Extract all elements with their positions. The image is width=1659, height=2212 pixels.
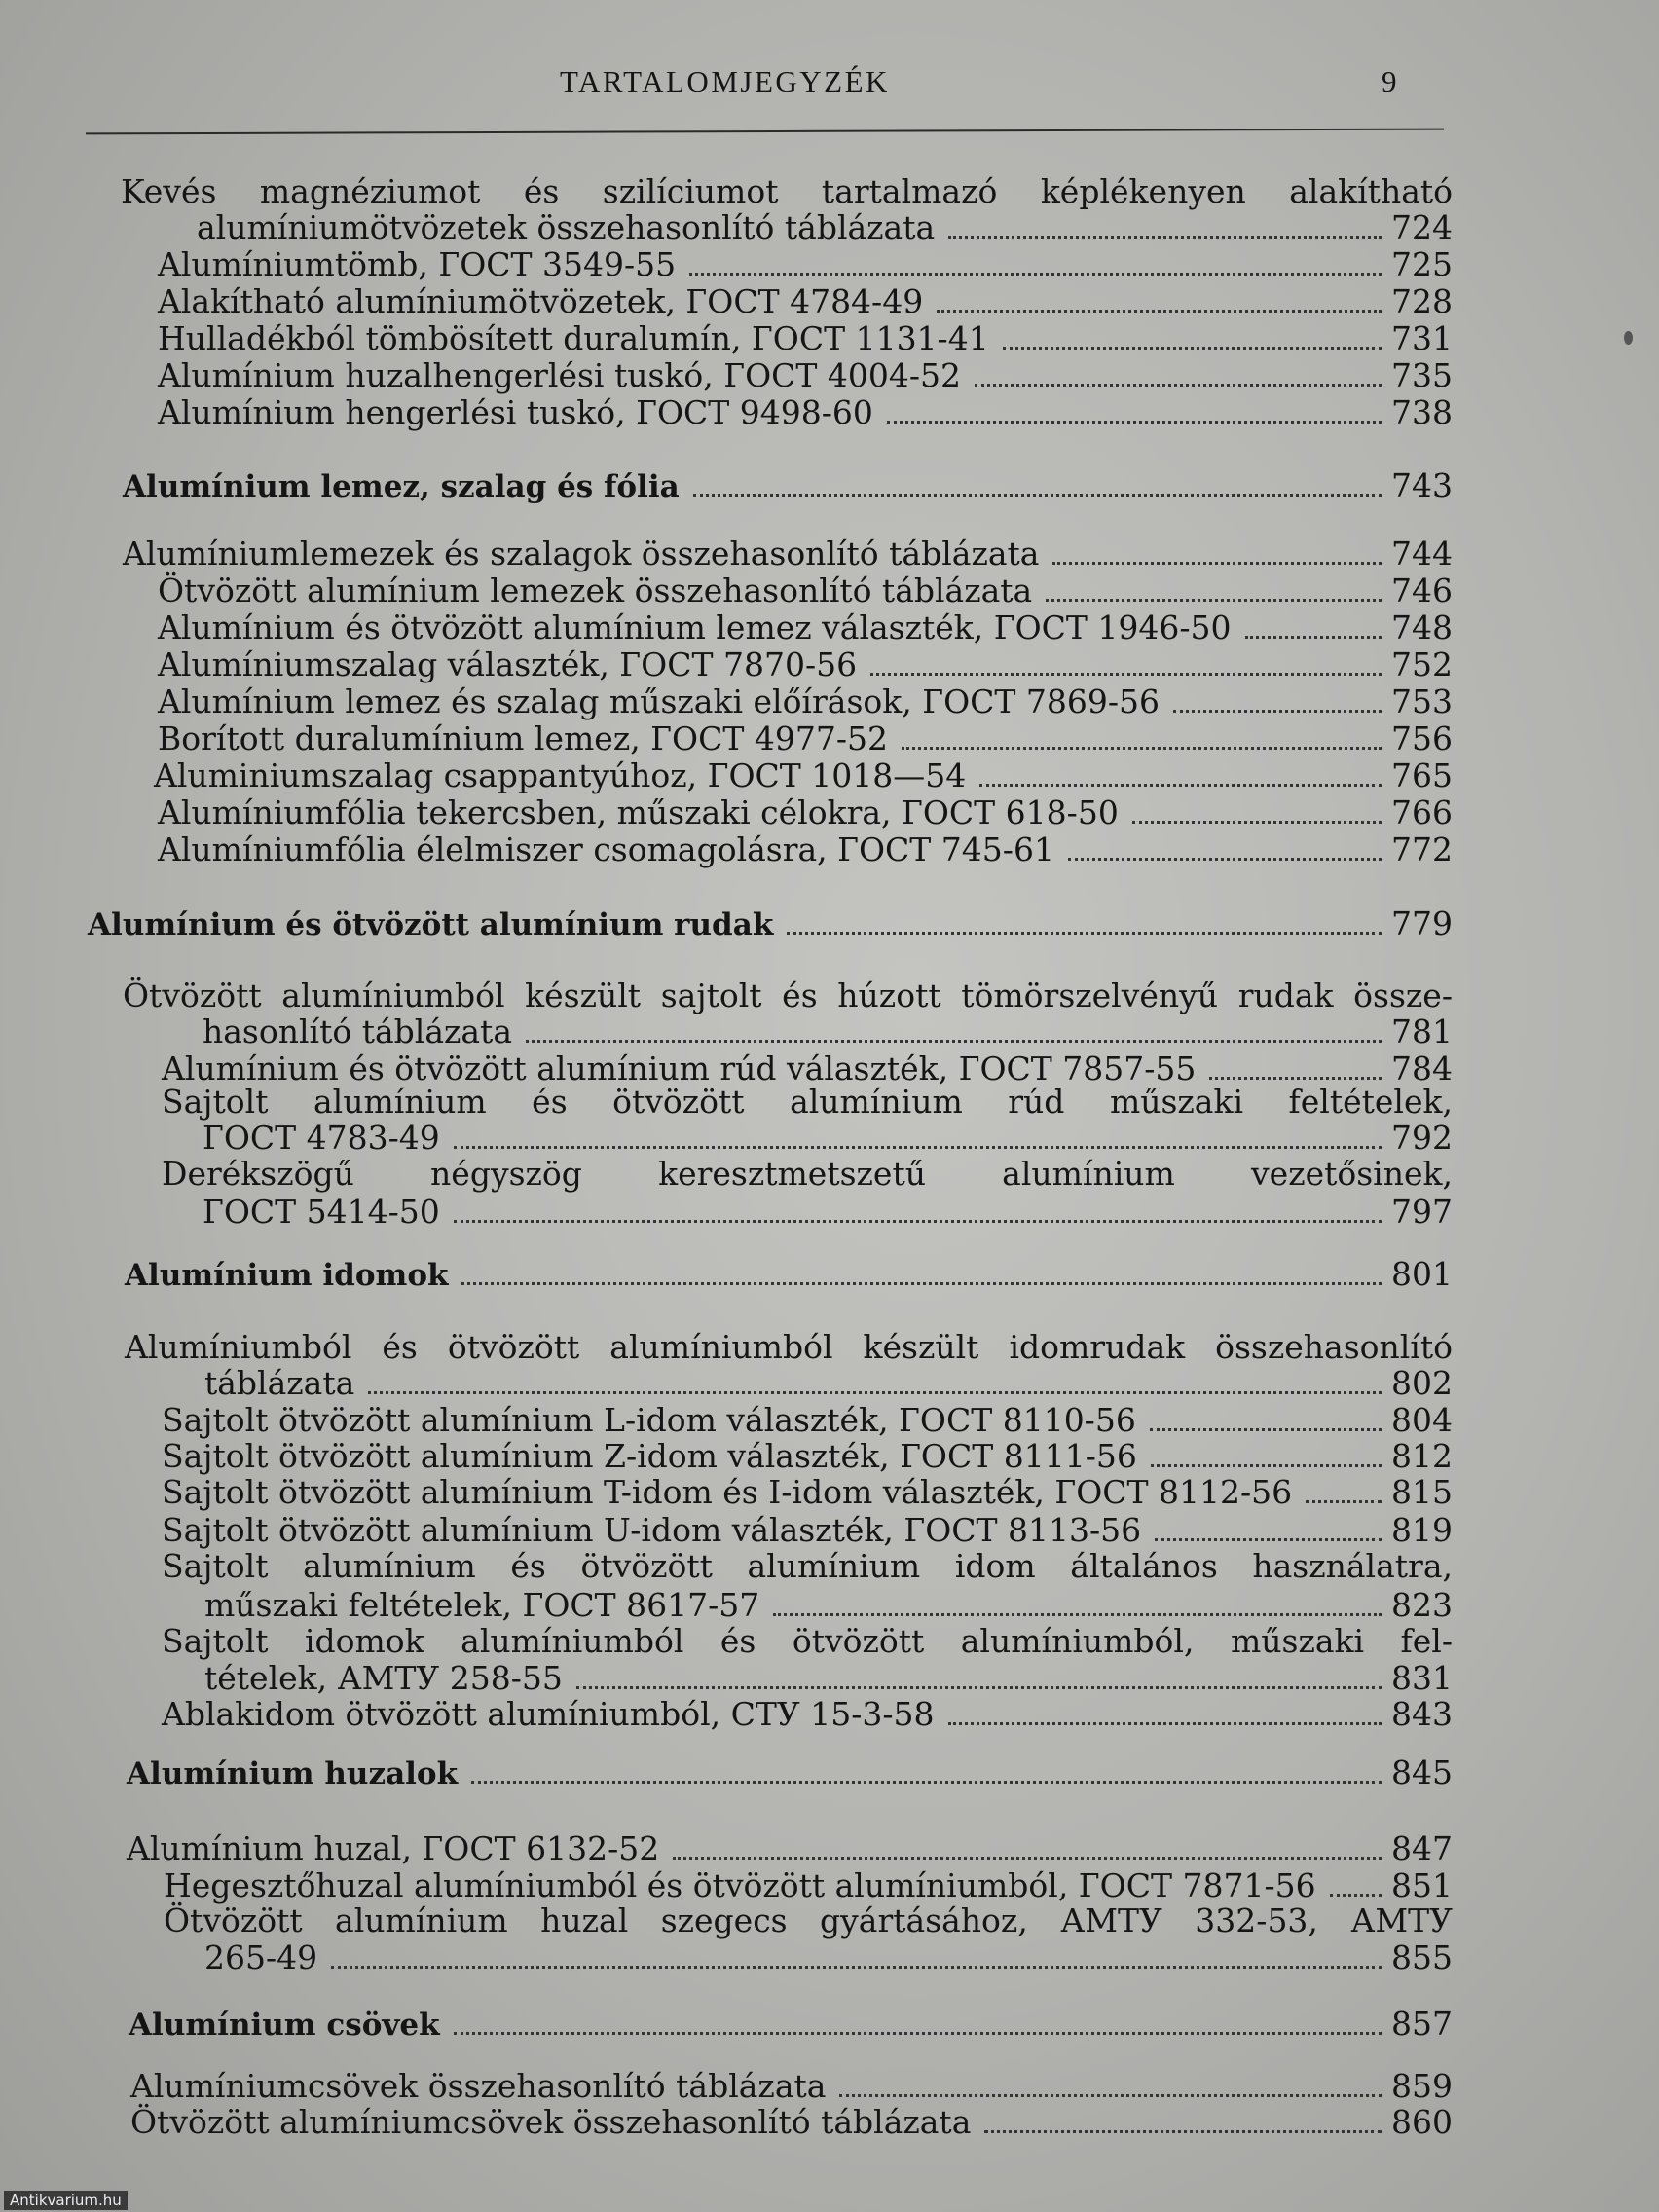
dot-leader	[576, 1686, 1382, 1689]
dot-leader	[1151, 1464, 1382, 1467]
section-heading	[88, 905, 1453, 942]
page-number: 802	[1391, 1364, 1453, 1402]
entry-text: Ablakidom ötvözött alumíniumból, СТУ 15-3-58	[162, 1695, 935, 1733]
toc-entry-line	[123, 977, 1453, 1014]
dot-leader	[1330, 1894, 1382, 1897]
page-number: 725	[1391, 245, 1453, 283]
page-number: 857	[1391, 2005, 1453, 2043]
dot-leader	[948, 236, 1382, 239]
dot-leader	[1173, 710, 1382, 713]
toc-entry	[158, 794, 1453, 831]
section-heading	[125, 1256, 1453, 1293]
page-number: 744	[1391, 535, 1453, 572]
page-number: 859	[1391, 2067, 1453, 2105]
page-number: 831	[1391, 1659, 1453, 1697]
dot-leader	[975, 384, 1382, 387]
page-number: 812	[1391, 1437, 1453, 1475]
entry-text: hasonlító táblázata	[203, 1013, 512, 1051]
page-number: 843	[1391, 1695, 1453, 1733]
dot-leader	[839, 2094, 1382, 2097]
page-number: 765	[1391, 756, 1453, 794]
entry-text: táblázata	[204, 1364, 355, 1402]
entry-text: Borított duralumínium lemez, ГОСТ 4977-52	[158, 719, 888, 757]
toc-entry-continuation	[204, 1939, 1453, 1976]
page-number: 784	[1391, 1050, 1453, 1088]
toc-entry-line	[162, 1548, 1453, 1585]
toc-entry	[158, 609, 1453, 646]
dot-leader	[454, 2032, 1382, 2035]
dot-leader	[1003, 347, 1382, 350]
section-title: Alumínium huzalok	[127, 1756, 459, 1791]
page-number: 797	[1391, 1193, 1453, 1231]
entry-text: Sajtolt idomok alumíniumból és ötvözött alumíniumból, műszaki fel-	[162, 1622, 1453, 1660]
page-number: 823	[1391, 1586, 1453, 1624]
dot-leader	[331, 1966, 1382, 1969]
dot-leader	[1155, 1538, 1382, 1541]
dot-leader	[368, 1391, 1382, 1394]
toc-entry-line	[162, 1084, 1453, 1121]
toc-entry-continuation	[204, 1365, 1453, 1402]
dot-leader	[1046, 599, 1382, 602]
page-number: 845	[1391, 1753, 1453, 1791]
toc-entry	[162, 1438, 1453, 1475]
dot-leader	[1132, 821, 1382, 824]
dot-leader	[454, 1220, 1382, 1223]
entry-text: Alakítható alumíniumötvözetek, ГОСТ 4784-49	[158, 282, 924, 320]
page-number: 746	[1391, 571, 1453, 609]
toc-entry	[158, 283, 1453, 320]
page-number: 724	[1391, 208, 1453, 246]
toc-entry	[127, 1830, 1453, 1867]
entry-text: Alumínium és ötvözött alumínium rúd választék, ГОСТ 7857-55	[162, 1050, 1197, 1088]
dot-leader	[870, 673, 1382, 676]
page-number: 781	[1391, 1013, 1453, 1051]
toc-entry-continuation	[203, 1014, 1453, 1051]
toc-entry	[158, 831, 1453, 868]
dot-leader	[902, 747, 1382, 750]
page-number: 738	[1391, 393, 1453, 431]
dot-leader	[887, 421, 1382, 424]
dot-leader	[1245, 636, 1382, 639]
toc-entry	[162, 1402, 1453, 1439]
entry-text: Ötvözött alumíniumcsövek összehasonlító táblázata	[130, 2103, 972, 2141]
page-number: 847	[1391, 1829, 1453, 1867]
entry-text: Alumínium és ötvözött alumínium lemez választék, ГОСТ 1946-50	[158, 608, 1232, 646]
page-number: 792	[1391, 1119, 1453, 1157]
toc-entry	[130, 2104, 1453, 2141]
toc-entry	[162, 1696, 1453, 1733]
dot-leader	[454, 1146, 1382, 1149]
entry-text: tételek, АМТУ 258-55	[204, 1659, 563, 1697]
entry-text: Hulladékból tömbösített duralumín, ГОСТ 1131-41	[158, 319, 989, 357]
toc-entry	[158, 394, 1453, 431]
entry-text: Ötvözött alumínium lemezek összehasonlító táblázata	[158, 571, 1033, 609]
dot-leader	[1150, 1428, 1382, 1431]
entry-text: Sajtolt ötvözött alumínium L-idom választék, ГОСТ 8110-56	[162, 1401, 1136, 1439]
toc-entry	[154, 757, 1453, 794]
entry-text: Ötvözött alumínium huzal szegecs gyártásához, АМТУ 332-53, АМТУ	[164, 1901, 1453, 1939]
page-number: 753	[1391, 682, 1453, 720]
toc-entry-line	[125, 1329, 1453, 1366]
dot-leader	[1306, 1500, 1382, 1503]
entry-text: Derékszögű négyszög keresztmetszetű alumínium vezetősinek,	[162, 1155, 1453, 1193]
entry-text: Ötvözött alumíniumból készült sajtolt és húzott tömörszelvényű rudak össze-	[123, 977, 1453, 1014]
entry-text: Sajtolt ötvözött alumínium U-idom választék, ГОСТ 8113-56	[162, 1511, 1142, 1549]
page-number: 752	[1391, 645, 1453, 683]
section-heading	[129, 2006, 1453, 2043]
watermark: Antikvarium.hu	[4, 2191, 128, 2210]
page-number: 728	[1391, 282, 1453, 320]
toc-entry-continuation	[203, 1194, 1453, 1231]
toc-entry	[158, 357, 1453, 394]
dot-leader	[1209, 1077, 1382, 1080]
toc-entry	[158, 572, 1453, 609]
page-number: 860	[1391, 2103, 1453, 2141]
paper-speck	[1624, 331, 1633, 345]
dot-leader	[461, 1282, 1382, 1285]
page-number: 779	[1391, 904, 1453, 942]
section-heading	[127, 1754, 1453, 1791]
entry-text: Alumíniumfólia élelmiszer csomagolásra, ГОСТ 745-61	[158, 830, 1054, 868]
entry-text: Sajtolt ötvözött alumínium T-idom és I-idom választék, ГОСТ 8112-56	[162, 1473, 1293, 1511]
page-number: 748	[1391, 608, 1453, 646]
dot-leader	[526, 1040, 1382, 1043]
toc-entry-continuation	[197, 209, 1453, 246]
toc-entry	[158, 246, 1453, 283]
page-number: 801	[1391, 1255, 1453, 1293]
toc-entry	[158, 646, 1453, 683]
entry-text: Alumínium lemez és szalag műszaki előírások, ГОСТ 7869-56	[158, 682, 1160, 720]
toc-entry	[162, 1512, 1453, 1549]
section-title: Alumínium idomok	[125, 1258, 449, 1293]
entry-text: Alumíniumlemezek és szalagok összehasonlító táblázata	[123, 535, 1040, 572]
dot-leader	[979, 784, 1382, 787]
page-number: 819	[1391, 1511, 1453, 1549]
dot-leader	[984, 2130, 1382, 2133]
toc-entry	[123, 535, 1453, 572]
dot-leader	[471, 1781, 1382, 1784]
entry-text: Alumínium huzal, ГОСТ 6132-52	[127, 1829, 660, 1867]
toc-entry	[130, 2068, 1453, 2105]
toc-entry-line	[162, 1156, 1453, 1193]
dot-leader	[1052, 562, 1382, 565]
toc-entry-continuation	[203, 1120, 1453, 1157]
page-number: 815	[1391, 1473, 1453, 1511]
dot-leader	[689, 273, 1382, 276]
entry-text: Sajtolt alumínium és ötvözött alumínium rúd műszaki feltételek,	[162, 1083, 1453, 1121]
entry-text: Kevés magnéziumot és szilíciumot tartalmazó képlékenyen alakítható	[121, 172, 1453, 210]
entry-text: Alumíniumból és ötvözött alumíniumból készült idomrudak összehasonlító	[125, 1328, 1453, 1366]
entry-text: ГОСТ 4783-49	[203, 1119, 440, 1157]
section-title: Alumínium csövek	[129, 2008, 440, 2043]
toc-entry-continuation	[204, 1587, 1453, 1624]
entry-text: Alumíniumszalag választék, ГОСТ 7870-56	[158, 645, 858, 683]
page-number: 731	[1391, 319, 1453, 357]
dot-leader	[937, 310, 1382, 313]
page-number: 766	[1391, 793, 1453, 831]
entry-text: Aluminiumszalag csappantyúhoz, ГОСТ 1018—54	[154, 756, 967, 794]
dot-leader	[1068, 858, 1382, 861]
toc-entry-continuation	[204, 1660, 1453, 1697]
dot-leader	[773, 1613, 1382, 1616]
entry-text: 265-49	[204, 1938, 318, 1976]
page-number: 772	[1391, 830, 1453, 868]
dot-leader	[948, 1722, 1382, 1725]
entry-text: Hegesztőhuzal alumíniumból és ötvözött alumíniumból, ГОСТ 7871-56	[164, 1866, 1316, 1904]
header-page-number: 9	[1382, 64, 1397, 98]
toc-entry	[158, 683, 1453, 720]
entry-text: Alumíniumfólia tekercsben, műszaki célokra, ГОСТ 618-50	[158, 793, 1119, 831]
section-heading	[123, 467, 1453, 504]
page-number: 804	[1391, 1401, 1453, 1439]
toc-entry-line	[162, 1623, 1453, 1660]
entry-text: ГОСТ 5414-50	[203, 1193, 440, 1231]
entry-text: Alumínium huzalhengerlési tuskó, ГОСТ 4004-52	[158, 356, 962, 394]
section-title: Alumínium lemez, szalag és fólia	[123, 469, 680, 504]
dot-leader	[673, 1857, 1382, 1860]
entry-text: Sajtolt ötvözött alumínium Z-idom választék, ГОСТ 8111-56	[162, 1437, 1137, 1475]
toc-entry-line	[164, 1902, 1453, 1939]
toc-entry	[158, 720, 1453, 757]
entry-text: Sajtolt alumínium és ötvözött alumínium idom általános használatra,	[162, 1547, 1453, 1585]
page-number: 756	[1391, 719, 1453, 757]
toc-entry-line	[121, 173, 1453, 210]
entry-text: alumíniumötvözetek összehasonlító táblázata	[197, 208, 936, 246]
header-title: TARTALOMJEGYZÉK	[560, 64, 890, 98]
page-number: 851	[1391, 1866, 1453, 1904]
entry-text: műszaki feltételek, ГОСТ 8617-57	[204, 1586, 760, 1624]
entry-text: Alumíniumcsövek összehasonlító táblázata	[130, 2067, 827, 2105]
entry-text: Alumínium hengerlési tuskó, ГОСТ 9498-60	[158, 393, 873, 431]
page-number: 855	[1391, 1938, 1453, 1976]
dot-leader	[787, 932, 1382, 935]
page-number: 743	[1391, 466, 1453, 504]
page-number: 735	[1391, 356, 1453, 394]
section-title: Alumínium és ötvözött alumínium rudak	[88, 907, 774, 942]
toc-entry	[164, 1867, 1453, 1904]
entry-text: Alumíniumtömb, ГОСТ 3549-55	[158, 245, 677, 283]
toc-entry	[162, 1474, 1453, 1511]
dot-leader	[693, 494, 1382, 497]
toc-entry	[158, 320, 1453, 357]
